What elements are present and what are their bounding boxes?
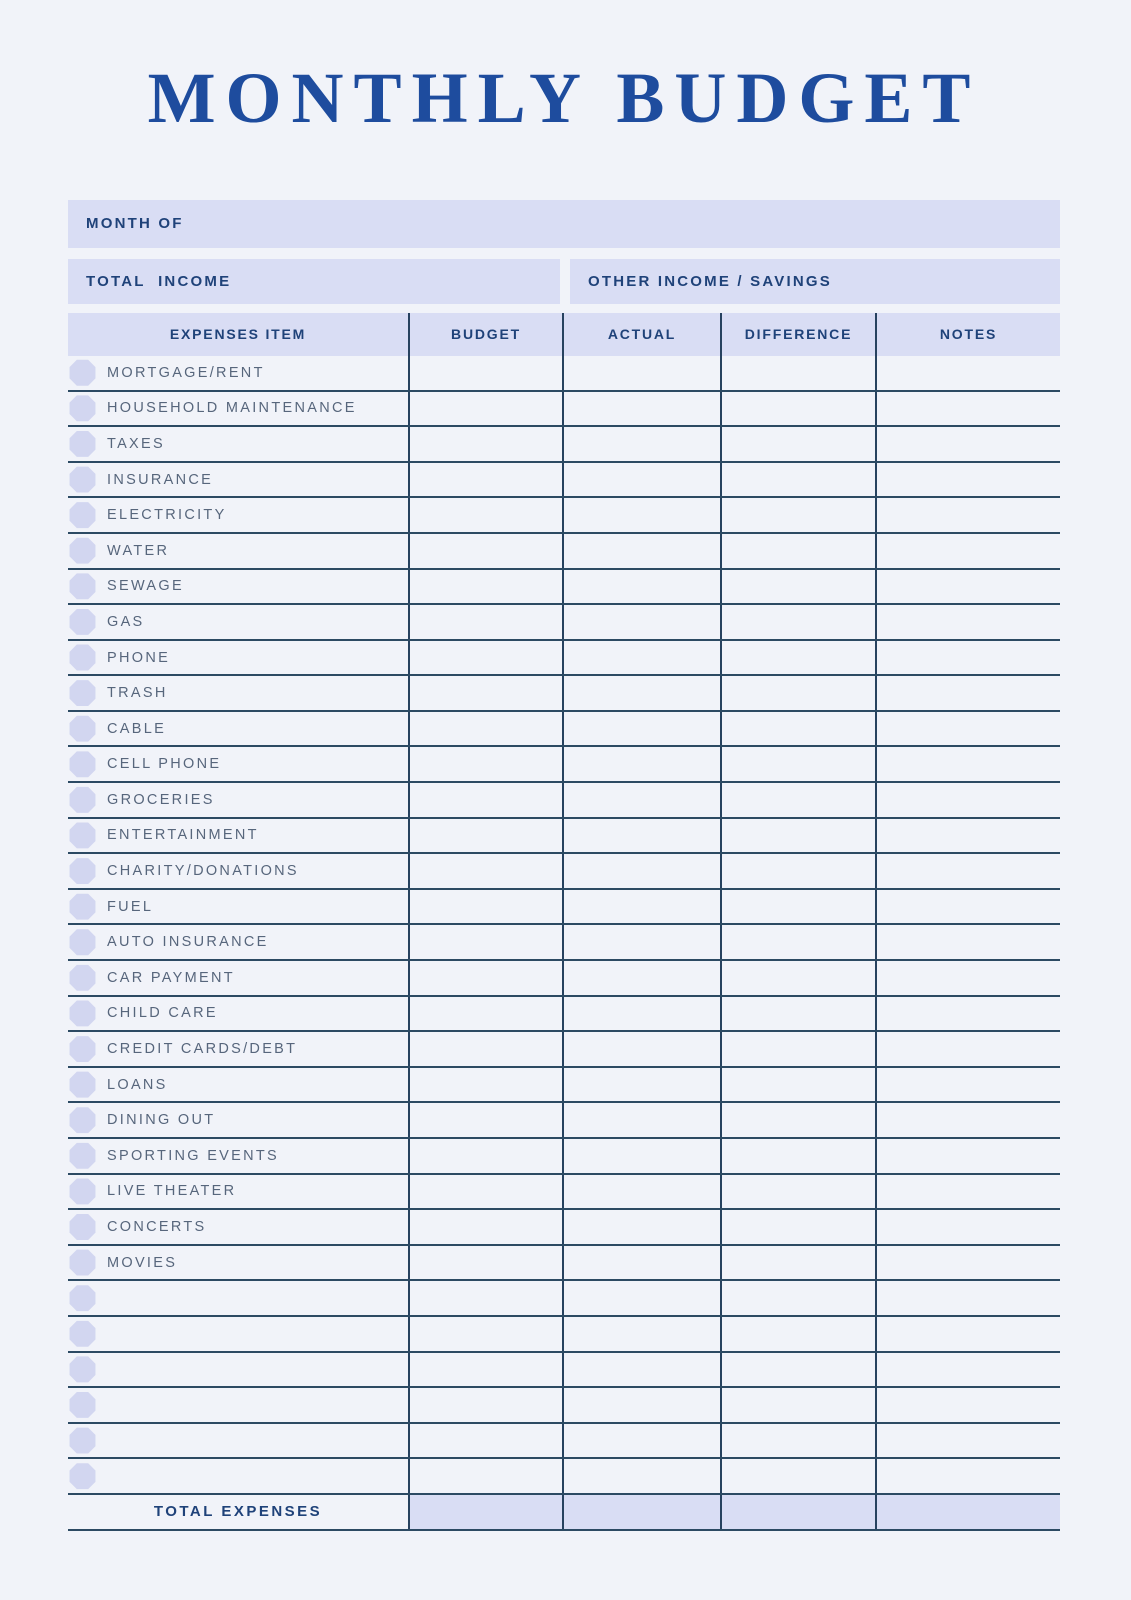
actual-cell bbox=[562, 783, 720, 817]
notes-cell bbox=[875, 712, 1060, 746]
bullet-icon bbox=[69, 751, 96, 778]
actual-cell bbox=[562, 463, 720, 497]
budget-cell bbox=[408, 1353, 562, 1387]
expense-item-cell bbox=[68, 534, 408, 568]
bullet-icon bbox=[69, 1142, 96, 1169]
notes-cell bbox=[875, 747, 1060, 781]
notes-cell bbox=[875, 534, 1060, 568]
actual-cell bbox=[562, 890, 720, 924]
difference-cell bbox=[720, 747, 875, 781]
bullet-icon bbox=[69, 1427, 96, 1454]
difference-cell bbox=[720, 1032, 875, 1066]
expense-item-cell bbox=[68, 747, 408, 781]
expense-item-cell bbox=[68, 783, 408, 817]
empty-expense-row bbox=[68, 1424, 1060, 1460]
bullet-icon bbox=[69, 929, 96, 956]
bullet-icon bbox=[69, 964, 96, 991]
expense-row bbox=[68, 925, 1060, 961]
budget-cell bbox=[408, 1317, 562, 1351]
budget-cell bbox=[408, 392, 562, 426]
notes-cell bbox=[875, 463, 1060, 497]
expense-item-label: INSURANCE bbox=[107, 471, 214, 488]
bullet-icon bbox=[69, 822, 96, 849]
empty-expense-row bbox=[68, 1281, 1060, 1317]
notes-cell bbox=[875, 392, 1060, 426]
notes-cell bbox=[875, 1175, 1060, 1209]
bullet-icon bbox=[69, 1285, 96, 1312]
expense-item-cell bbox=[68, 1103, 408, 1137]
budget-cell bbox=[408, 1175, 562, 1209]
bullet-icon bbox=[69, 1249, 96, 1276]
difference-cell bbox=[720, 712, 875, 746]
difference-cell bbox=[720, 961, 875, 995]
bullet-icon bbox=[69, 1178, 96, 1205]
expense-row bbox=[68, 392, 1060, 428]
actual-cell bbox=[562, 1139, 720, 1173]
bullet-icon bbox=[69, 1463, 96, 1490]
difference-cell bbox=[720, 1175, 875, 1209]
actual-cell bbox=[562, 641, 720, 675]
expense-item-cell bbox=[68, 1459, 408, 1493]
notes-cell bbox=[875, 890, 1060, 924]
budget-cell bbox=[408, 925, 562, 959]
expense-item-cell bbox=[68, 1317, 408, 1351]
expense-row bbox=[68, 1032, 1060, 1068]
bullet-icon bbox=[69, 1071, 96, 1098]
budget-cell bbox=[408, 676, 562, 710]
notes-cell bbox=[875, 1210, 1060, 1244]
expense-item-label: ENTERTAINMENT bbox=[107, 827, 259, 844]
actual-cell bbox=[562, 392, 720, 426]
actual-cell bbox=[562, 1388, 720, 1422]
budget-cell bbox=[408, 783, 562, 817]
expense-item-label: LIVE THEATER bbox=[107, 1183, 237, 1200]
expense-item-cell bbox=[68, 1068, 408, 1102]
bullet-icon bbox=[69, 1107, 96, 1134]
notes-cell bbox=[875, 1032, 1060, 1066]
notes-cell bbox=[875, 1388, 1060, 1422]
header-budget: BUDGET bbox=[408, 313, 562, 356]
expense-row bbox=[68, 1175, 1060, 1211]
expense-item-label: CREDIT CARDS/DEBT bbox=[107, 1041, 298, 1058]
expense-item-cell bbox=[68, 961, 408, 995]
expense-item-label: HOUSEHOLD MAINTENANCE bbox=[107, 400, 357, 417]
bullet-icon bbox=[69, 502, 96, 529]
expense-row bbox=[68, 890, 1060, 926]
expense-item-label: SEWAGE bbox=[107, 578, 184, 595]
total-income-label: TOTAL INCOME bbox=[86, 272, 232, 290]
expense-item-cell bbox=[68, 925, 408, 959]
budget-cell bbox=[408, 819, 562, 853]
actual-cell bbox=[562, 605, 720, 639]
budget-cell bbox=[408, 890, 562, 924]
difference-cell bbox=[720, 1317, 875, 1351]
actual-cell bbox=[562, 1353, 720, 1387]
expense-row bbox=[68, 676, 1060, 712]
actual-cell bbox=[562, 819, 720, 853]
budget-cell bbox=[408, 747, 562, 781]
header-difference: DIFFERENCE bbox=[720, 313, 875, 356]
budget-cell bbox=[408, 1210, 562, 1244]
expense-item-cell bbox=[68, 1281, 408, 1315]
expense-item-cell bbox=[68, 356, 408, 390]
empty-expense-row bbox=[68, 1317, 1060, 1353]
page-title: MONTHLY BUDGET bbox=[147, 58, 981, 138]
difference-cell bbox=[720, 1246, 875, 1280]
notes-cell bbox=[875, 1281, 1060, 1315]
notes-cell bbox=[875, 1353, 1060, 1387]
expense-item-cell bbox=[68, 1175, 408, 1209]
empty-expense-row bbox=[68, 1459, 1060, 1495]
expense-item-label: MORTGAGE/RENT bbox=[107, 364, 265, 381]
difference-cell bbox=[720, 1388, 875, 1422]
expense-item-cell bbox=[68, 641, 408, 675]
bullet-icon bbox=[69, 858, 96, 885]
expense-item-cell bbox=[68, 605, 408, 639]
difference-cell bbox=[720, 854, 875, 888]
budget-cell bbox=[408, 1032, 562, 1066]
difference-cell bbox=[720, 498, 875, 532]
expense-item-cell bbox=[68, 1246, 408, 1280]
actual-cell bbox=[562, 854, 720, 888]
expense-row bbox=[68, 1210, 1060, 1246]
budget-cell bbox=[408, 356, 562, 390]
actual-cell bbox=[562, 1459, 720, 1493]
expense-item-cell bbox=[68, 819, 408, 853]
expense-item-label: FUEL bbox=[107, 898, 154, 915]
expense-row bbox=[68, 1103, 1060, 1139]
budget-cell bbox=[408, 1388, 562, 1422]
difference-cell bbox=[720, 427, 875, 461]
difference-cell bbox=[720, 1424, 875, 1458]
bullet-icon bbox=[69, 893, 96, 920]
budget-cell bbox=[408, 1139, 562, 1173]
expense-item-cell bbox=[68, 1210, 408, 1244]
expense-row bbox=[68, 783, 1060, 819]
expense-item-cell bbox=[68, 570, 408, 604]
expense-row bbox=[68, 534, 1060, 570]
other-income-savings-field bbox=[570, 259, 1060, 304]
budget-cell bbox=[408, 534, 562, 568]
expense-row bbox=[68, 747, 1060, 783]
expense-item-cell bbox=[68, 890, 408, 924]
actual-cell bbox=[562, 1175, 720, 1209]
difference-cell bbox=[720, 890, 875, 924]
expense-row bbox=[68, 854, 1060, 890]
expense-row bbox=[68, 463, 1060, 499]
budget-cell bbox=[408, 1281, 562, 1315]
notes-cell bbox=[875, 498, 1060, 532]
expense-item-cell bbox=[68, 1032, 408, 1066]
notes-cell bbox=[875, 783, 1060, 817]
expense-row bbox=[68, 427, 1060, 463]
bullet-icon bbox=[69, 1391, 96, 1418]
header-expenses-item: EXPENSES ITEM bbox=[169, 326, 307, 343]
table-header-row bbox=[68, 313, 1060, 356]
expense-item-cell bbox=[68, 997, 408, 1031]
actual-cell bbox=[562, 1068, 720, 1102]
expense-item-cell bbox=[68, 712, 408, 746]
expense-item-label: CELL PHONE bbox=[107, 756, 222, 773]
expense-item-label: AUTO INSURANCE bbox=[107, 934, 269, 951]
expense-item-label: ELECTRICITY bbox=[107, 507, 227, 524]
notes-cell bbox=[875, 570, 1060, 604]
total-notes-cell bbox=[875, 1495, 1060, 1529]
notes-cell bbox=[875, 1424, 1060, 1458]
expense-row bbox=[68, 356, 1060, 392]
actual-cell bbox=[562, 1210, 720, 1244]
difference-cell bbox=[720, 997, 875, 1031]
difference-cell bbox=[720, 1459, 875, 1493]
month-of-label: MONTH OF bbox=[86, 215, 184, 233]
actual-cell bbox=[562, 997, 720, 1031]
expenses-table bbox=[68, 313, 1060, 1531]
bullet-icon bbox=[69, 644, 96, 671]
actual-cell bbox=[562, 712, 720, 746]
expense-row bbox=[68, 570, 1060, 606]
expense-row bbox=[68, 498, 1060, 534]
expense-item-label: GAS bbox=[107, 613, 145, 630]
budget-cell bbox=[408, 997, 562, 1031]
difference-cell bbox=[720, 605, 875, 639]
bullet-icon bbox=[69, 786, 96, 813]
header-actual: ACTUAL bbox=[562, 313, 720, 356]
actual-cell bbox=[562, 747, 720, 781]
expense-row bbox=[68, 961, 1060, 997]
expense-item-cell bbox=[68, 1424, 408, 1458]
budget-cell bbox=[408, 1246, 562, 1280]
other-income-savings-label: OTHER INCOME / SAVINGS bbox=[588, 272, 832, 290]
bullet-icon bbox=[69, 680, 96, 707]
budget-cell bbox=[408, 712, 562, 746]
expense-row bbox=[68, 997, 1060, 1033]
expense-item-label: WATER bbox=[107, 542, 170, 559]
expense-item-label: PHONE bbox=[107, 649, 171, 666]
expense-item-label: MOVIES bbox=[107, 1254, 178, 1271]
expense-item-cell bbox=[68, 1353, 408, 1387]
empty-expense-row bbox=[68, 1388, 1060, 1424]
expense-row bbox=[68, 605, 1060, 641]
actual-cell bbox=[562, 1317, 720, 1351]
difference-cell bbox=[720, 676, 875, 710]
total-actual-cell bbox=[562, 1495, 720, 1529]
actual-cell bbox=[562, 570, 720, 604]
actual-cell bbox=[562, 1246, 720, 1280]
bullet-icon bbox=[69, 537, 96, 564]
expense-item-cell bbox=[68, 1388, 408, 1422]
expense-row bbox=[68, 1246, 1060, 1282]
difference-cell bbox=[720, 641, 875, 675]
actual-cell bbox=[562, 498, 720, 532]
total-income-field bbox=[68, 259, 560, 304]
bullet-icon bbox=[69, 430, 96, 457]
notes-cell bbox=[875, 605, 1060, 639]
bullet-icon bbox=[69, 608, 96, 635]
actual-cell bbox=[562, 925, 720, 959]
bullet-icon bbox=[69, 1320, 96, 1347]
actual-cell bbox=[562, 427, 720, 461]
expense-row bbox=[68, 819, 1060, 855]
budget-cell bbox=[408, 1103, 562, 1137]
budget-cell bbox=[408, 498, 562, 532]
expense-item-cell bbox=[68, 392, 408, 426]
actual-cell bbox=[562, 1103, 720, 1137]
expense-row bbox=[68, 1139, 1060, 1175]
difference-cell bbox=[720, 1210, 875, 1244]
expense-item-label: CHILD CARE bbox=[107, 1005, 218, 1022]
expense-item-label: SPORTING EVENTS bbox=[107, 1147, 280, 1164]
difference-cell bbox=[720, 392, 875, 426]
income-section bbox=[68, 259, 1060, 304]
total-difference-cell bbox=[720, 1495, 875, 1529]
budget-cell bbox=[408, 1424, 562, 1458]
actual-cell bbox=[562, 356, 720, 390]
actual-cell bbox=[562, 1032, 720, 1066]
actual-cell bbox=[562, 1424, 720, 1458]
expense-item-cell bbox=[68, 854, 408, 888]
expense-rows bbox=[68, 356, 1060, 1495]
notes-cell bbox=[875, 427, 1060, 461]
notes-cell bbox=[875, 961, 1060, 995]
total-expenses-row bbox=[68, 1495, 1060, 1531]
total-budget-cell bbox=[408, 1495, 562, 1529]
bullet-icon bbox=[69, 573, 96, 600]
difference-cell bbox=[720, 1281, 875, 1315]
difference-cell bbox=[720, 783, 875, 817]
difference-cell bbox=[720, 534, 875, 568]
budget-cell bbox=[408, 961, 562, 995]
difference-cell bbox=[720, 463, 875, 497]
bullet-icon bbox=[69, 1036, 96, 1063]
total-expenses-label-cell bbox=[68, 1495, 408, 1529]
expense-item-label: DINING OUT bbox=[107, 1112, 216, 1129]
notes-cell bbox=[875, 641, 1060, 675]
expense-row bbox=[68, 1068, 1060, 1104]
expense-item-label: CHARITY/DONATIONS bbox=[107, 863, 299, 880]
expense-item-label: TAXES bbox=[107, 435, 165, 452]
notes-cell bbox=[875, 1139, 1060, 1173]
difference-cell bbox=[720, 1103, 875, 1137]
actual-cell bbox=[562, 1281, 720, 1315]
notes-cell bbox=[875, 1459, 1060, 1493]
budget-cell bbox=[408, 570, 562, 604]
expense-item-label: TRASH bbox=[107, 685, 168, 702]
bullet-icon bbox=[69, 1000, 96, 1027]
total-expenses-label: TOTAL EXPENSES bbox=[153, 1503, 323, 1521]
month-of-field bbox=[68, 200, 1060, 248]
expense-item-label: LOANS bbox=[107, 1076, 168, 1093]
budget-cell bbox=[408, 1459, 562, 1493]
difference-cell bbox=[720, 1353, 875, 1387]
expense-item-cell bbox=[68, 498, 408, 532]
expense-row bbox=[68, 712, 1060, 748]
difference-cell bbox=[720, 819, 875, 853]
notes-cell bbox=[875, 1246, 1060, 1280]
budget-cell bbox=[408, 854, 562, 888]
expense-item-label: GROCERIES bbox=[107, 791, 215, 808]
notes-cell bbox=[875, 1068, 1060, 1102]
actual-cell bbox=[562, 961, 720, 995]
expense-item-cell bbox=[68, 427, 408, 461]
difference-cell bbox=[720, 1139, 875, 1173]
expense-item-label: CONCERTS bbox=[107, 1219, 207, 1235]
bullet-icon bbox=[69, 359, 96, 386]
notes-cell bbox=[875, 997, 1060, 1031]
difference-cell bbox=[720, 570, 875, 604]
expense-row bbox=[68, 641, 1060, 677]
expense-item-cell bbox=[68, 463, 408, 497]
notes-cell bbox=[875, 1103, 1060, 1137]
notes-cell bbox=[875, 819, 1060, 853]
budget-cell bbox=[408, 427, 562, 461]
actual-cell bbox=[562, 676, 720, 710]
notes-cell bbox=[875, 854, 1060, 888]
bullet-icon bbox=[69, 715, 96, 742]
expense-item-cell bbox=[68, 676, 408, 710]
bullet-icon bbox=[69, 466, 96, 493]
expense-item-cell bbox=[68, 1139, 408, 1173]
empty-expense-row bbox=[68, 1353, 1060, 1389]
notes-cell bbox=[875, 925, 1060, 959]
bullet-icon bbox=[69, 395, 96, 422]
actual-cell bbox=[562, 534, 720, 568]
difference-cell bbox=[720, 925, 875, 959]
bullet-icon bbox=[69, 1356, 96, 1383]
header-notes: NOTES bbox=[875, 313, 1060, 356]
expense-item-label: CAR PAYMENT bbox=[107, 969, 235, 986]
bullet-icon bbox=[69, 1214, 96, 1241]
budget-cell bbox=[408, 1068, 562, 1102]
notes-cell bbox=[875, 1317, 1060, 1351]
budget-cell bbox=[408, 463, 562, 497]
budget-sheet bbox=[68, 56, 1060, 1531]
notes-cell bbox=[875, 356, 1060, 390]
difference-cell bbox=[720, 356, 875, 390]
notes-cell bbox=[875, 676, 1060, 710]
difference-cell bbox=[720, 1068, 875, 1102]
expense-item-label: CABLE bbox=[107, 720, 167, 737]
budget-cell bbox=[408, 605, 562, 639]
budget-cell bbox=[408, 641, 562, 675]
